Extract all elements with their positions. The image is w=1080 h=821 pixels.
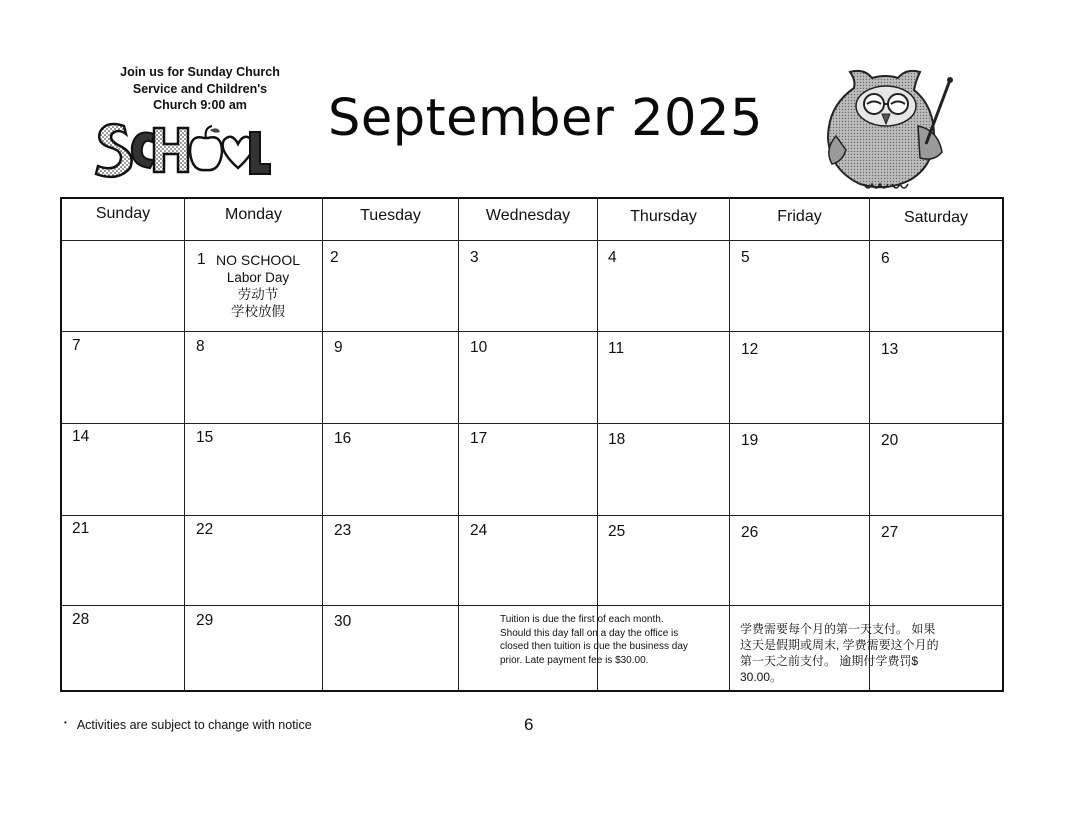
date-cell-number: 22 (196, 521, 214, 538)
bullet-icon: • (64, 718, 67, 727)
date-cell-number: 29 (196, 612, 214, 629)
weekday-header-tuesday: Tuesday (360, 207, 421, 224)
weekday-header-friday: Friday (777, 208, 822, 225)
no-school-label: NO SCHOOL (215, 252, 300, 268)
church-note-line1: Join us for Sunday Church (120, 65, 280, 79)
date-cell-number: 24 (470, 522, 488, 539)
date-cell-number: 8 (196, 338, 205, 355)
column-divider (729, 199, 730, 690)
school-logo (92, 118, 272, 180)
tuition-note-line: 学费需要每个月的第一天支付。 如果 (740, 622, 936, 636)
church-note-line2: Service and Children's (132, 81, 268, 96)
row-divider (62, 331, 1002, 332)
labor-day-chinese: 劳动节 (237, 287, 279, 302)
date-cell-number: 18 (608, 431, 626, 448)
date-cell-number: 13 (881, 341, 899, 358)
date-cell-number: 26 (741, 524, 759, 541)
footer-note-text: Activities are subject to change with notice (76, 718, 312, 732)
date-cell-number: 14 (72, 428, 90, 445)
church-note (96, 64, 304, 114)
weekday-header-monday: Monday (225, 206, 282, 223)
date-cell-number: 17 (470, 430, 488, 447)
school-holiday-chinese: 学校放假 (231, 304, 285, 319)
tuition-note-line: closed then tuition is due the business day (500, 641, 688, 652)
date-cell-number: 11 (608, 340, 625, 357)
tuition-note-line: 这天是假期或周末, 学费需要这个月的 (740, 638, 939, 652)
date-cell-number: 6 (881, 250, 890, 267)
tuition-note-line: 第一天之前支付。 逾期付学费罚$ (740, 654, 919, 668)
date-cell-number: 12 (741, 341, 759, 358)
date-cell-number: 25 (608, 523, 626, 540)
calendar-grid (60, 197, 1004, 692)
row-divider (62, 515, 1002, 516)
date-cell-number: 30 (334, 613, 352, 630)
column-divider (458, 199, 459, 690)
date-cell-number: 10 (470, 339, 488, 356)
church-note-line3: Church 9:00 am (153, 98, 247, 112)
row-divider (62, 423, 1002, 424)
tuition-note-english (500, 613, 720, 667)
column-divider (184, 199, 185, 690)
date-cell-number: 28 (72, 611, 90, 628)
column-divider (322, 199, 323, 690)
page-number: 6 (524, 715, 534, 734)
date-cell-number: 9 (334, 339, 343, 356)
date-cell-number: 2 (330, 249, 339, 266)
date-cell-number: 20 (881, 432, 899, 449)
owl-teacher-illustration (814, 66, 960, 196)
tuition-note-line: Tuition is due the first of each month. (500, 614, 664, 625)
date-cell-number: 21 (72, 520, 90, 537)
footer-note (64, 718, 312, 732)
weekday-header-sunday: Sunday (95, 205, 151, 222)
date-cell-number: 23 (334, 522, 352, 539)
weekday-header-wednesday: Wednesday (485, 207, 571, 224)
column-divider (869, 199, 870, 690)
labor-day-label: Labor Day (226, 270, 290, 285)
row-divider (62, 605, 1002, 606)
weekday-header-saturday: Saturday (903, 209, 969, 226)
date-cell-number: 3 (470, 249, 479, 266)
tuition-note-chinese (740, 621, 986, 685)
date-cell-number: 1 (197, 251, 206, 268)
labor-day-note (208, 252, 308, 320)
calendar-title: September 2025 (328, 89, 763, 148)
date-cell-number: 5 (741, 249, 750, 266)
date-cell-number: 4 (608, 249, 617, 266)
date-cell-number: 19 (741, 432, 759, 449)
row-divider (62, 240, 1002, 241)
date-cell-number: 15 (196, 429, 214, 446)
tuition-note-line: Should this day fall on a day the office is (500, 627, 679, 639)
date-cell-number: 16 (334, 430, 352, 447)
date-cell-number: 7 (72, 337, 81, 354)
tuition-note-line: 30.00。 (740, 670, 783, 684)
tuition-note-line: prior. Late payment fee is $30.00. (500, 654, 649, 666)
weekday-header-thursday: Thursday (630, 208, 697, 225)
date-cell-number: 27 (881, 524, 899, 541)
